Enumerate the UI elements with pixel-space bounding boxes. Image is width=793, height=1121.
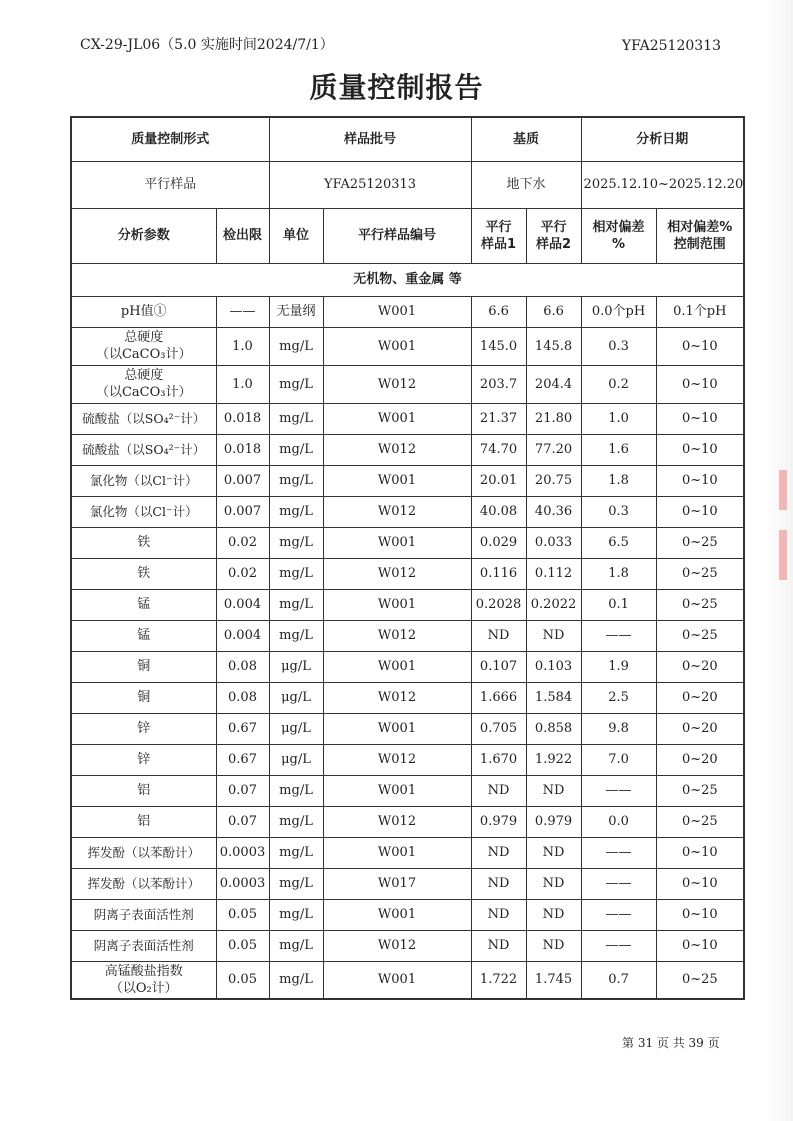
column-header: 平行样品编号 [323, 208, 471, 263]
cell-relative-deviation: 0.7 [581, 961, 656, 999]
section-title: 无机物、重金属 等 [71, 263, 744, 296]
cell-parallel-1: 0.979 [471, 806, 526, 837]
cell-parallel-1: 40.08 [471, 496, 526, 527]
cell-parallel-1: 1.722 [471, 961, 526, 999]
cell-detection-limit: 0.67 [216, 744, 269, 775]
table-row [71, 775, 744, 806]
scan-mark [779, 530, 787, 580]
cell-detection-limit: 0.08 [216, 651, 269, 682]
cell-parallel-2: 1.745 [526, 961, 581, 999]
cell-detection-limit: 0.004 [216, 620, 269, 651]
table-row [71, 930, 744, 961]
cell-analyte: 氯化物（以Cl⁻计） [71, 496, 216, 527]
cell-detection-limit: —— [216, 296, 269, 327]
cell-control-range: 0~10 [656, 365, 744, 403]
cell-relative-deviation: 7.0 [581, 744, 656, 775]
cell-parallel-2: 6.6 [526, 296, 581, 327]
cell-parallel-2: 1.584 [526, 682, 581, 713]
cell-unit: mg/L [269, 868, 323, 899]
cell-parallel-2: 77.20 [526, 434, 581, 465]
cell-parallel-2: ND [526, 837, 581, 868]
cell-parallel-1: 1.670 [471, 744, 526, 775]
cell-relative-deviation: 0.0个pH [581, 296, 656, 327]
cell-relative-deviation: 0.0 [581, 806, 656, 837]
cell-analyte: 挥发酚（以苯酚计） [71, 868, 216, 899]
cell-detection-limit: 0.018 [216, 403, 269, 434]
info-value-row [71, 161, 744, 208]
cell-control-range: 0~25 [656, 527, 744, 558]
cell-unit: mg/L [269, 496, 323, 527]
cell-detection-limit: 0.07 [216, 775, 269, 806]
cell-sample-id: W001 [323, 961, 471, 999]
cell-sample-id: W001 [323, 327, 471, 365]
cell-detection-limit: 0.02 [216, 527, 269, 558]
cell-control-range: 0~10 [656, 496, 744, 527]
cell-relative-deviation: —— [581, 899, 656, 930]
cell-analyte: 挥发酚（以苯酚计） [71, 837, 216, 868]
cell-unit: mg/L [269, 434, 323, 465]
cell-parallel-1: 145.0 [471, 327, 526, 365]
qc-form-value: 平行样品 [71, 161, 269, 208]
cell-detection-limit: 0.004 [216, 589, 269, 620]
cell-relative-deviation: —— [581, 775, 656, 806]
table-row [71, 837, 744, 868]
cell-parallel-2: 1.922 [526, 744, 581, 775]
cell-parallel-2: 21.80 [526, 403, 581, 434]
cell-control-range: 0~25 [656, 775, 744, 806]
table-row [71, 744, 744, 775]
cell-control-range: 0~10 [656, 899, 744, 930]
cell-analyte: 总硬度 （以CaCO₃计） [71, 327, 216, 365]
cell-analyte: 铁 [71, 527, 216, 558]
cell-relative-deviation: 0.1 [581, 589, 656, 620]
cell-parallel-1: 0.705 [471, 713, 526, 744]
cell-unit: mg/L [269, 527, 323, 558]
cell-parallel-2: ND [526, 899, 581, 930]
table-row [71, 713, 744, 744]
cell-unit: mg/L [269, 620, 323, 651]
cell-parallel-1: ND [471, 775, 526, 806]
batch-no-label: 样品批号 [269, 117, 471, 161]
cell-detection-limit: 0.0003 [216, 837, 269, 868]
table-row [71, 527, 744, 558]
section-row [71, 263, 744, 296]
cell-analyte: 锌 [71, 713, 216, 744]
cell-relative-deviation: —— [581, 837, 656, 868]
table-row [71, 327, 744, 365]
cell-parallel-1: 6.6 [471, 296, 526, 327]
cell-control-range: 0~20 [656, 682, 744, 713]
cell-control-range: 0~10 [656, 837, 744, 868]
cell-parallel-1: ND [471, 837, 526, 868]
cell-control-range: 0~20 [656, 713, 744, 744]
cell-control-range: 0~10 [656, 868, 744, 899]
cell-detection-limit: 1.0 [216, 365, 269, 403]
cell-parallel-1: ND [471, 868, 526, 899]
cell-parallel-2: ND [526, 620, 581, 651]
cell-sample-id: W012 [323, 434, 471, 465]
cell-control-range: 0~25 [656, 620, 744, 651]
page-number: 第 31 页 共 39 页 [622, 1036, 720, 1050]
cell-analyte: 阴离子表面活性剂 [71, 899, 216, 930]
table-row [71, 961, 744, 999]
info-header-row [71, 117, 744, 161]
cell-analyte: 阴离子表面活性剂 [71, 930, 216, 961]
cell-control-range: 0~25 [656, 558, 744, 589]
cell-parallel-1: ND [471, 930, 526, 961]
cell-relative-deviation: 0.3 [581, 496, 656, 527]
table-row [71, 296, 744, 327]
table-row [71, 558, 744, 589]
cell-parallel-1: 21.37 [471, 403, 526, 434]
cell-unit: μg/L [269, 651, 323, 682]
table-row [71, 403, 744, 434]
cell-sample-id: W012 [323, 620, 471, 651]
cell-relative-deviation: 0.2 [581, 365, 656, 403]
cell-parallel-2: 0.979 [526, 806, 581, 837]
cell-parallel-2: 0.2022 [526, 589, 581, 620]
cell-parallel-2: ND [526, 930, 581, 961]
table-row [71, 806, 744, 837]
cell-sample-id: W001 [323, 837, 471, 868]
cell-control-range: 0~10 [656, 327, 744, 365]
cell-control-range: 0~20 [656, 744, 744, 775]
cell-relative-deviation: 1.8 [581, 465, 656, 496]
analysis-date-label: 分析日期 [581, 117, 744, 161]
cell-parallel-1: 0.116 [471, 558, 526, 589]
cell-parallel-2: 145.8 [526, 327, 581, 365]
cell-detection-limit: 0.05 [216, 899, 269, 930]
report-number: YFA25120313 [621, 38, 721, 54]
cell-control-range: 0~10 [656, 465, 744, 496]
analysis-date-value: 2025.12.10~2025.12.20 [581, 161, 744, 208]
cell-sample-id: W001 [323, 296, 471, 327]
cell-sample-id: W012 [323, 496, 471, 527]
cell-relative-deviation: 6.5 [581, 527, 656, 558]
cell-parallel-1: ND [471, 620, 526, 651]
table-row [71, 620, 744, 651]
qc-table [70, 116, 745, 1000]
cell-relative-deviation: —— [581, 930, 656, 961]
page-title: 质量控制报告 [309, 71, 484, 104]
table-row [71, 682, 744, 713]
cell-unit: mg/L [269, 589, 323, 620]
cell-analyte: 总硬度 （以CaCO₃计） [71, 365, 216, 403]
column-header: 检出限 [216, 208, 269, 263]
cell-detection-limit: 0.05 [216, 961, 269, 999]
cell-parallel-2: 204.4 [526, 365, 581, 403]
cell-analyte: 硫酸盐（以SO₄²⁻计） [71, 403, 216, 434]
matrix-label: 基质 [471, 117, 581, 161]
cell-control-range: 0.1个pH [656, 296, 744, 327]
cell-parallel-2: 40.36 [526, 496, 581, 527]
table-row [71, 589, 744, 620]
cell-detection-limit: 0.05 [216, 930, 269, 961]
cell-parallel-2: 0.112 [526, 558, 581, 589]
column-header: 相对偏差 % [581, 208, 656, 263]
cell-parallel-2: ND [526, 868, 581, 899]
cell-unit: mg/L [269, 327, 323, 365]
cell-control-range: 0~20 [656, 651, 744, 682]
cell-parallel-1: 0.2028 [471, 589, 526, 620]
cell-sample-id: W001 [323, 589, 471, 620]
cell-analyte: 锰 [71, 620, 216, 651]
cell-control-range: 0~25 [656, 961, 744, 999]
batch-no-value: YFA25120313 [269, 161, 471, 208]
cell-sample-id: W001 [323, 651, 471, 682]
cell-analyte: 锰 [71, 589, 216, 620]
matrix-value: 地下水 [471, 161, 581, 208]
cell-analyte: 铜 [71, 682, 216, 713]
cell-control-range: 0~10 [656, 403, 744, 434]
cell-relative-deviation: 9.8 [581, 713, 656, 744]
cell-detection-limit: 0.67 [216, 713, 269, 744]
cell-sample-id: W001 [323, 465, 471, 496]
cell-parallel-1: 0.107 [471, 651, 526, 682]
scan-edge [765, 0, 793, 1121]
cell-detection-limit: 0.02 [216, 558, 269, 589]
cell-unit: mg/L [269, 837, 323, 868]
cell-unit: mg/L [269, 775, 323, 806]
cell-parallel-1: 20.01 [471, 465, 526, 496]
cell-parallel-2: 0.033 [526, 527, 581, 558]
cell-parallel-2: 0.858 [526, 713, 581, 744]
cell-relative-deviation: 2.5 [581, 682, 656, 713]
cell-sample-id: W012 [323, 930, 471, 961]
cell-sample-id: W012 [323, 806, 471, 837]
cell-relative-deviation: 1.8 [581, 558, 656, 589]
cell-detection-limit: 0.07 [216, 806, 269, 837]
cell-unit: mg/L [269, 930, 323, 961]
cell-detection-limit: 1.0 [216, 327, 269, 365]
cell-parallel-2: 0.103 [526, 651, 581, 682]
cell-sample-id: W012 [323, 744, 471, 775]
cell-control-range: 0~10 [656, 930, 744, 961]
cell-parallel-1: ND [471, 899, 526, 930]
cell-detection-limit: 0.007 [216, 465, 269, 496]
cell-analyte: 硫酸盐（以SO₄²⁻计） [71, 434, 216, 465]
cell-sample-id: W012 [323, 682, 471, 713]
table-row [71, 899, 744, 930]
cell-unit: mg/L [269, 558, 323, 589]
cell-unit: 无量纲 [269, 296, 323, 327]
cell-analyte: pH值① [71, 296, 216, 327]
cell-sample-id: W012 [323, 558, 471, 589]
cell-analyte: 铝 [71, 806, 216, 837]
cell-unit: mg/L [269, 961, 323, 999]
cell-relative-deviation: 1.9 [581, 651, 656, 682]
cell-relative-deviation: 1.6 [581, 434, 656, 465]
cell-detection-limit: 0.018 [216, 434, 269, 465]
column-header: 平行 样品2 [526, 208, 581, 263]
cell-parallel-1: 203.7 [471, 365, 526, 403]
cell-sample-id: W001 [323, 899, 471, 930]
table-row [71, 651, 744, 682]
cell-detection-limit: 0.0003 [216, 868, 269, 899]
column-header: 分析参数 [71, 208, 216, 263]
cell-control-range: 0~25 [656, 589, 744, 620]
table-row [71, 868, 744, 899]
cell-analyte: 铜 [71, 651, 216, 682]
scan-mark [779, 470, 787, 510]
cell-unit: μg/L [269, 713, 323, 744]
cell-parallel-2: ND [526, 775, 581, 806]
cell-sample-id: W001 [323, 527, 471, 558]
column-header-row [71, 208, 744, 263]
table-row [71, 465, 744, 496]
cell-sample-id: W001 [323, 775, 471, 806]
cell-unit: μg/L [269, 682, 323, 713]
cell-unit: mg/L [269, 403, 323, 434]
cell-parallel-2: 20.75 [526, 465, 581, 496]
cell-sample-id: W017 [323, 868, 471, 899]
cell-unit: mg/L [269, 365, 323, 403]
cell-unit: μg/L [269, 744, 323, 775]
table-row [71, 365, 744, 403]
cell-detection-limit: 0.007 [216, 496, 269, 527]
cell-relative-deviation: 1.0 [581, 403, 656, 434]
cell-relative-deviation: 0.3 [581, 327, 656, 365]
table-row [71, 496, 744, 527]
cell-analyte: 氯化物（以Cl⁻计） [71, 465, 216, 496]
cell-unit: mg/L [269, 899, 323, 930]
cell-control-range: 0~10 [656, 434, 744, 465]
cell-detection-limit: 0.08 [216, 682, 269, 713]
cell-analyte: 铝 [71, 775, 216, 806]
column-header: 平行 样品1 [471, 208, 526, 263]
cell-parallel-1: 74.70 [471, 434, 526, 465]
cell-sample-id: W012 [323, 365, 471, 403]
cell-unit: mg/L [269, 465, 323, 496]
table-row [71, 434, 744, 465]
cell-unit: mg/L [269, 806, 323, 837]
cell-analyte: 高锰酸盐指数 （以O₂计） [71, 961, 216, 999]
cell-sample-id: W001 [323, 713, 471, 744]
cell-analyte: 铁 [71, 558, 216, 589]
cell-sample-id: W001 [323, 403, 471, 434]
column-header: 相对偏差% 控制范围 [656, 208, 744, 263]
cell-control-range: 0~25 [656, 806, 744, 837]
cell-analyte: 锌 [71, 744, 216, 775]
cell-relative-deviation: —— [581, 620, 656, 651]
cell-parallel-1: 1.666 [471, 682, 526, 713]
cell-relative-deviation: —— [581, 868, 656, 899]
document-code: CX-29-JL06（5.0 实施时间2024/7/1） [80, 37, 334, 53]
qc-form-label: 质量控制形式 [71, 117, 269, 161]
column-header: 单位 [269, 208, 323, 263]
cell-parallel-1: 0.029 [471, 527, 526, 558]
